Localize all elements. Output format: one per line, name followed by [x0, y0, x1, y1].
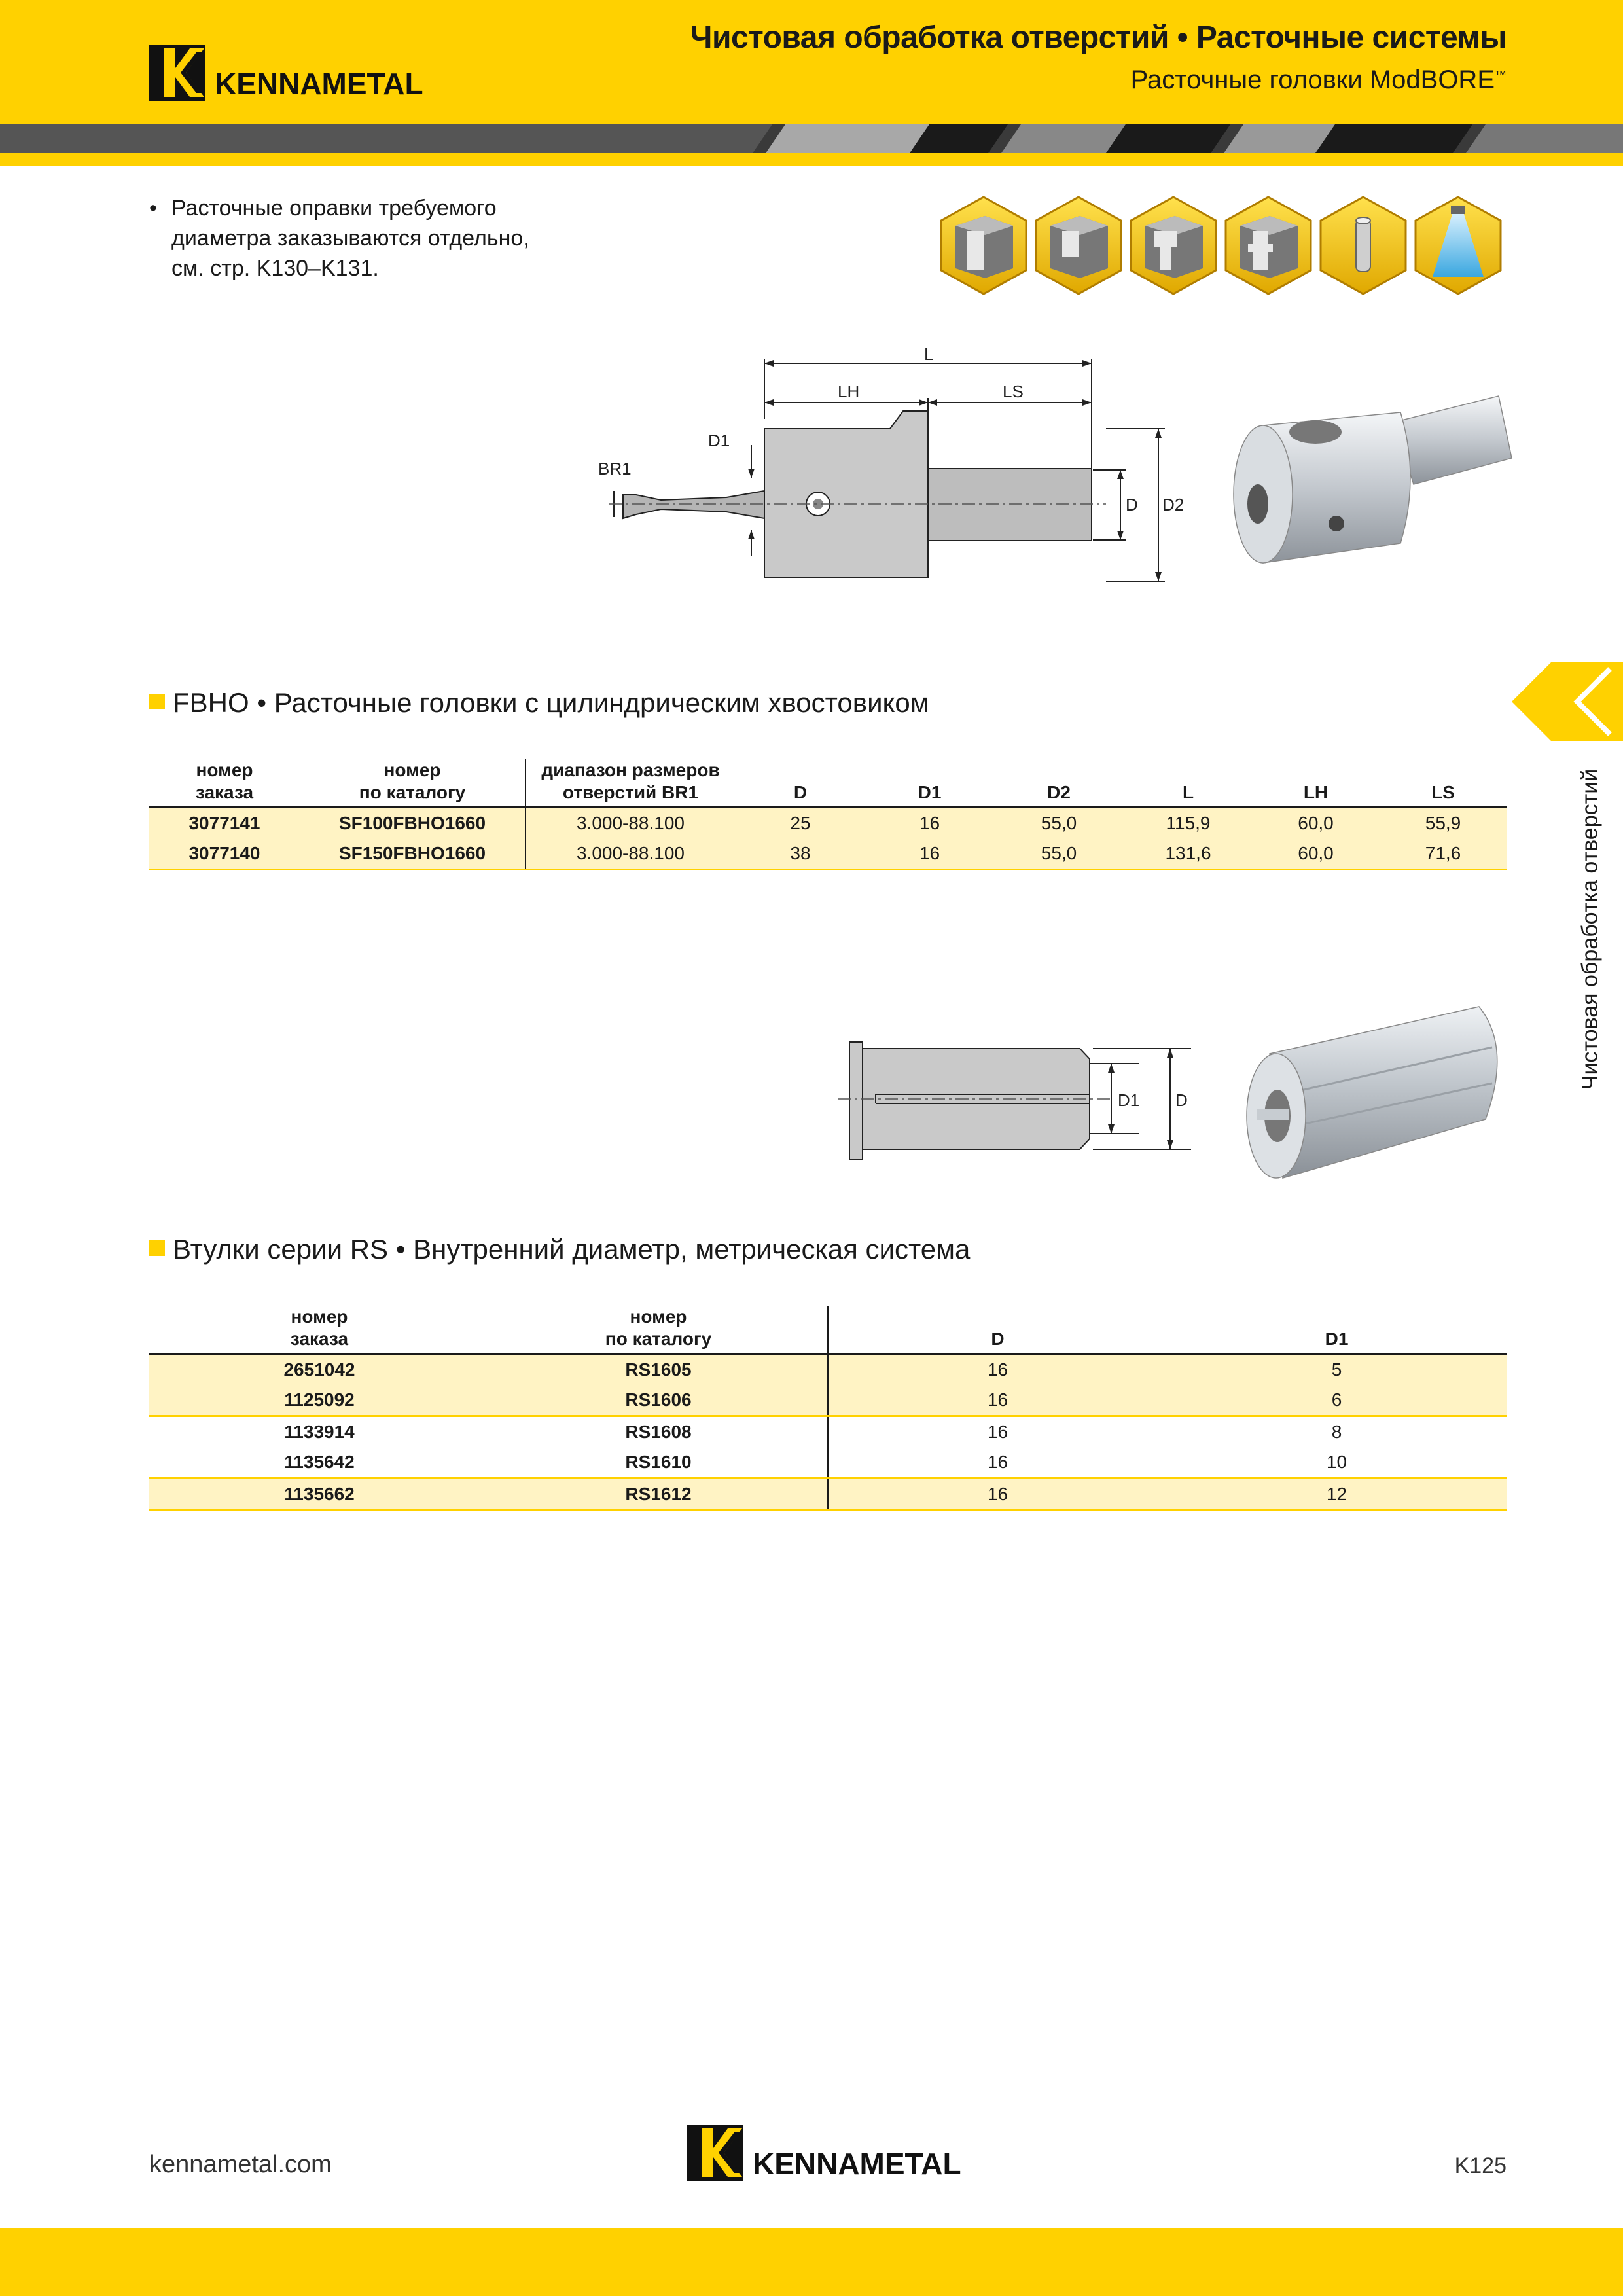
cell-d: 16: [828, 1479, 1167, 1511]
table-row: [149, 1385, 1507, 1416]
col-order-no: [149, 759, 300, 808]
cell-catalog: SF150FBHO1660: [300, 838, 526, 870]
fbho-title-text: FBHO • Расточные головки с цилиндрическим хвостовиком: [173, 687, 929, 718]
bore-groove-icon: [1226, 197, 1311, 294]
side-tab-chevron: [1512, 662, 1623, 741]
cell-catalog: RS1606: [490, 1385, 828, 1416]
bore-step-icon: [1131, 197, 1216, 294]
cell-d1: 16: [866, 838, 993, 870]
cell-d1: 12: [1167, 1479, 1507, 1511]
header-line: заказа: [290, 1329, 349, 1349]
section-marker: [149, 694, 165, 709]
col-d2: D2: [993, 759, 1124, 808]
rs-sleeve-photo: [1230, 995, 1512, 1191]
col-d: D: [735, 759, 866, 808]
coolant-icon: [1416, 197, 1501, 294]
col-order-no: [149, 1306, 490, 1354]
header-line: по каталогу: [605, 1329, 712, 1349]
cell-d: 38: [735, 838, 866, 870]
header-stripe-yellow: [0, 153, 1623, 166]
col-d1: D1: [1167, 1306, 1507, 1354]
header-line: отверстий BR1: [562, 782, 699, 802]
rs-table: [149, 1306, 1507, 1511]
dim-label-l: L: [924, 344, 934, 364]
section-marker: [149, 1240, 165, 1256]
order-note-text: Расточные оправки требуемого диаметра заказываются отдельно, см. стр. K130–K131.: [171, 196, 529, 281]
header-line: номер: [291, 1306, 348, 1327]
dim-label-br1: BR1: [598, 459, 632, 478]
cell-catalog: RS1612: [490, 1479, 828, 1511]
cell-d1: 16: [866, 808, 993, 839]
dim-label-d1: D1: [1118, 1090, 1140, 1110]
table-row: [149, 1479, 1507, 1511]
cell-l: 131,6: [1124, 838, 1252, 870]
table-row: [149, 808, 1507, 839]
cell-ls: 55,9: [1380, 808, 1507, 839]
cell-range: 3.000-88.100: [526, 838, 735, 870]
col-catalog-no: [300, 759, 526, 808]
header-line: по каталогу: [359, 782, 466, 802]
header-stripe: [0, 124, 1623, 153]
dim-label-ls: LS: [1003, 382, 1024, 401]
cell-l: 115,9: [1124, 808, 1252, 839]
cell-order: 1135642: [149, 1447, 490, 1479]
kennametal-logo: [149, 45, 424, 101]
cell-d: 25: [735, 808, 866, 839]
cell-catalog: RS1610: [490, 1447, 828, 1479]
cell-d: 16: [987, 1422, 1008, 1442]
brand-name: KENNAMETAL: [753, 2147, 961, 2181]
fbho-section-title: [149, 687, 929, 719]
pin-icon: [1321, 197, 1406, 294]
header-line: диапазон размеров: [541, 760, 720, 780]
bore-through-icon: [941, 197, 1026, 294]
cell-d1: 6: [1167, 1385, 1507, 1416]
rs-technical-drawing: [838, 1034, 1204, 1165]
header-line: номер: [196, 760, 253, 780]
cell-order: 1135662: [149, 1479, 490, 1511]
page-number: K125: [1454, 2153, 1507, 2178]
side-tab-label: Чистовая обработка отверстий: [1577, 768, 1603, 1090]
dim-label-d2: D2: [1162, 495, 1185, 514]
subtitle-text: Расточные головки ModBORE: [1130, 65, 1495, 94]
cell-order: 1133914: [284, 1422, 355, 1442]
col-catalog-no: [490, 1306, 828, 1354]
page-title: Чистовая обработка отверстий • Расточные системы: [690, 20, 1507, 55]
table-row: [149, 1416, 1507, 1448]
rs-section-title: [149, 1234, 970, 1265]
dim-label-lh: LH: [838, 382, 860, 401]
cell-order: 3077140: [149, 838, 300, 870]
col-ls: LS: [1380, 759, 1507, 808]
table-row: [149, 1354, 1507, 1386]
footer-bar: [0, 2228, 1623, 2296]
cell-order: 1125092: [149, 1385, 490, 1416]
table-row: [149, 1447, 1507, 1479]
cell-d2: 55,0: [993, 808, 1124, 839]
cell-catalog: RS1608: [490, 1416, 828, 1448]
kennametal-logo-footer: [687, 2125, 962, 2181]
order-note: [149, 193, 555, 283]
fbho-product-photo: [1224, 386, 1512, 583]
cell-range: 3.000-88.100: [526, 808, 735, 839]
cell-ls: 71,6: [1380, 838, 1507, 870]
cell-d: 16: [828, 1385, 1167, 1416]
cell-d: 16: [828, 1354, 1167, 1386]
header-line: номер: [630, 1306, 687, 1327]
cell-catalog: RS1605: [490, 1354, 828, 1386]
rs-title-text: Втулки серии RS • Внутренний диаметр, метрическая система: [173, 1234, 971, 1265]
cell-d1: 10: [1167, 1447, 1507, 1479]
fbho-table: [149, 759, 1507, 870]
header-line: заказа: [195, 782, 254, 802]
header-line: номер: [383, 760, 441, 780]
cell-d: 16: [828, 1447, 1167, 1479]
col-d1: D1: [866, 759, 993, 808]
dim-label-d: D: [1126, 495, 1138, 514]
application-icons: [936, 193, 1512, 298]
col-lh: LH: [1252, 759, 1380, 808]
col-l: L: [1124, 759, 1252, 808]
bullet: •: [149, 196, 157, 221]
cell-d1: 8: [1331, 1422, 1342, 1442]
bore-blind-icon: [1036, 197, 1121, 294]
cell-order: 3077141: [149, 808, 300, 839]
cell-lh: 60,0: [1252, 838, 1380, 870]
page-subtitle: [1131, 65, 1507, 95]
brand-name: KENNAMETAL: [215, 67, 423, 101]
cell-d1: 5: [1167, 1354, 1507, 1386]
cell-catalog: SF100FBHO1660: [300, 808, 526, 839]
side-tab[interactable]: [1571, 759, 1610, 1100]
footer-website-link[interactable]: kennametal.com: [149, 2151, 332, 2178]
cell-order: 2651042: [149, 1354, 490, 1386]
dim-label-d1: D1: [708, 431, 730, 450]
col-range: [526, 759, 735, 808]
cell-lh: 60,0: [1252, 808, 1380, 839]
col-d: D: [828, 1306, 1167, 1354]
trademark-mark: ™: [1495, 68, 1507, 82]
table-row: [149, 838, 1507, 870]
dim-label-d: D: [1175, 1090, 1188, 1110]
cell-d2: 55,0: [993, 838, 1124, 870]
